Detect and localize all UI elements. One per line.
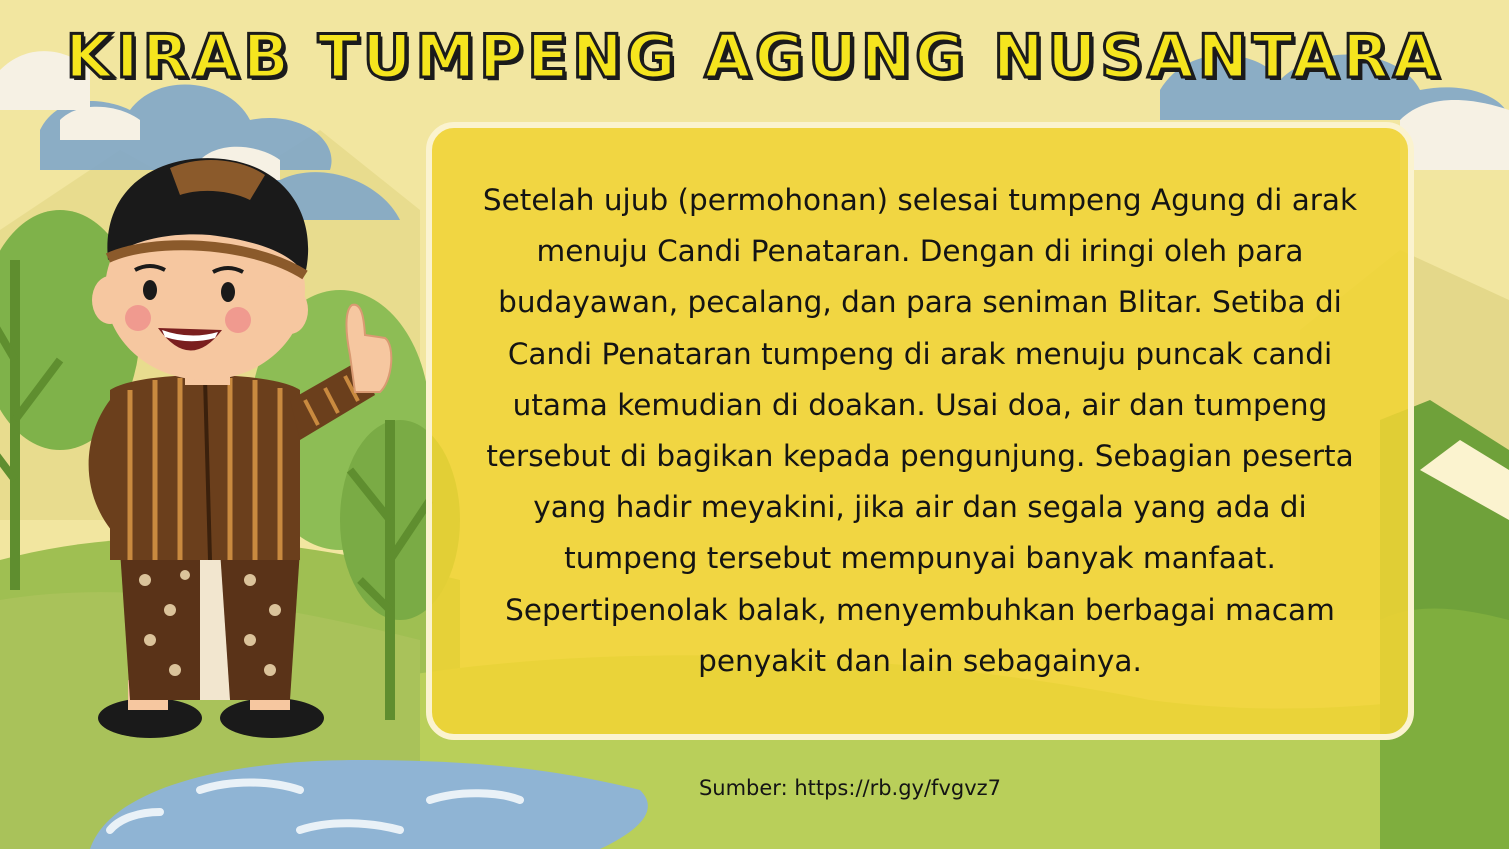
text-card bbox=[426, 122, 1414, 740]
source-link[interactable]: Sumber: https://rb.gy/fvgvz7 bbox=[698, 776, 1002, 800]
page-title: KIRAB TUMPENG AGUNG NUSANTARA bbox=[65, 22, 1444, 92]
card-body-text: Setelah ujub (permohonan) selesai tumpeng Agung di arak menuju Candi Penataran. Dengan di iringi oleh para budayawan, pecalang, dan para seniman Blitar. Setiba di Candi Penataran tumpeng di arak menuju puncak candi utama kemudian di doakan. Usai doa, air dan tumpeng tersebut di bagikan kepada pengunjung. Sebagian peserta yang hadir meyakini, jika air dan segala yang ada di tumpeng tersebut mempunyai banyak manfaat. Sepertipenolak balak, menyembuhkan berbagai macam penyakit dan lain sebagainya. bbox=[482, 182, 1358, 678]
